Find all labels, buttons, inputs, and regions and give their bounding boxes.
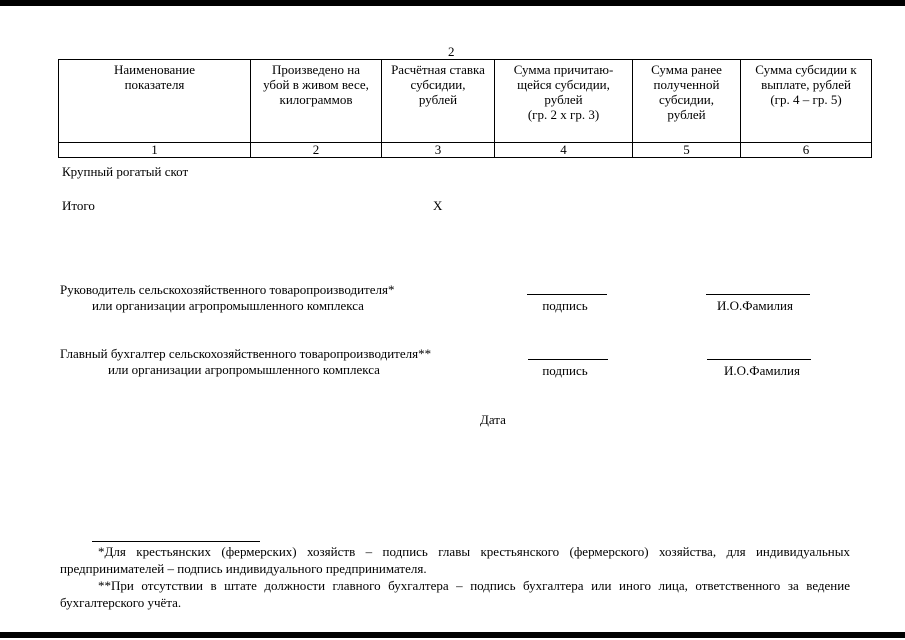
- head-title-line1: Руководитель сельскохозяйственного товаропроизводителя*: [60, 282, 395, 297]
- col-header-5: Сумма ранее полученной субсидии, рублей: [633, 60, 741, 143]
- top-border: [0, 0, 905, 6]
- col-number-3: 3: [382, 143, 495, 158]
- accountant-title-line1: Главный бухгалтер сельскохозяйственного товаропроизводителя**: [60, 346, 432, 361]
- col-header-1: Наименование показателя: [59, 60, 251, 143]
- col-number-6: 6: [741, 143, 872, 158]
- row-total-label: Итого: [62, 198, 95, 213]
- col-number-4: 4: [495, 143, 633, 158]
- bottom-border: [0, 632, 905, 638]
- head-title-line2: или организации агропромышленного комплекса: [92, 298, 364, 313]
- col-number-1: 1: [59, 143, 251, 158]
- col-header-2: Произведено на убой в живом весе, килограммов: [251, 60, 382, 143]
- head-name-caption: И.О.Фамилия: [717, 298, 793, 313]
- footnote-2: **При отсутствии в штате должности главного бухгалтера – подпись бухгалтера или иного лица, ответственного за ведение бухгалтерского учёта.: [60, 578, 850, 610]
- footnote-1: *Для крестьянских (фермерских) хозяйств – подпись главы крестьянского (фермерского) хозяйства, для индивидуальных предпринимателей – подпись индивидуального предпринимателя.: [60, 544, 850, 576]
- accountant-name-caption: И.О.Фамилия: [724, 363, 800, 378]
- head-signature-line: [527, 294, 607, 295]
- footnote-separator: [92, 541, 260, 542]
- col-header-3: Расчётная ставка субсидии, рублей: [382, 60, 495, 143]
- table-header-row: [59, 60, 872, 143]
- date-label: Дата: [480, 412, 506, 427]
- accountant-name-line: [707, 359, 811, 360]
- column-number-row: [59, 143, 872, 158]
- col-number-5: 5: [633, 143, 741, 158]
- col-header-6: Сумма субсидии к выплате, рублей (гр. 4 – гр. 5): [741, 60, 872, 143]
- row-total-x: Х: [433, 198, 443, 213]
- page-number: 2: [448, 44, 455, 59]
- row-cattle-label: Крупный рогатый скот: [62, 164, 189, 179]
- head-signature-caption: подпись: [542, 298, 588, 313]
- head-name-line: [706, 294, 810, 295]
- col-header-4: Сумма причитаю- щейся субсидии, рублей (гр. 2 x гр. 3): [495, 60, 633, 143]
- accountant-signature-caption: подпись: [542, 363, 588, 378]
- accountant-title-line2: или организации агропромышленного комплекса: [108, 362, 380, 377]
- subsidy-table: [58, 59, 872, 158]
- col-number-2: 2: [251, 143, 382, 158]
- accountant-signature-line: [528, 359, 608, 360]
